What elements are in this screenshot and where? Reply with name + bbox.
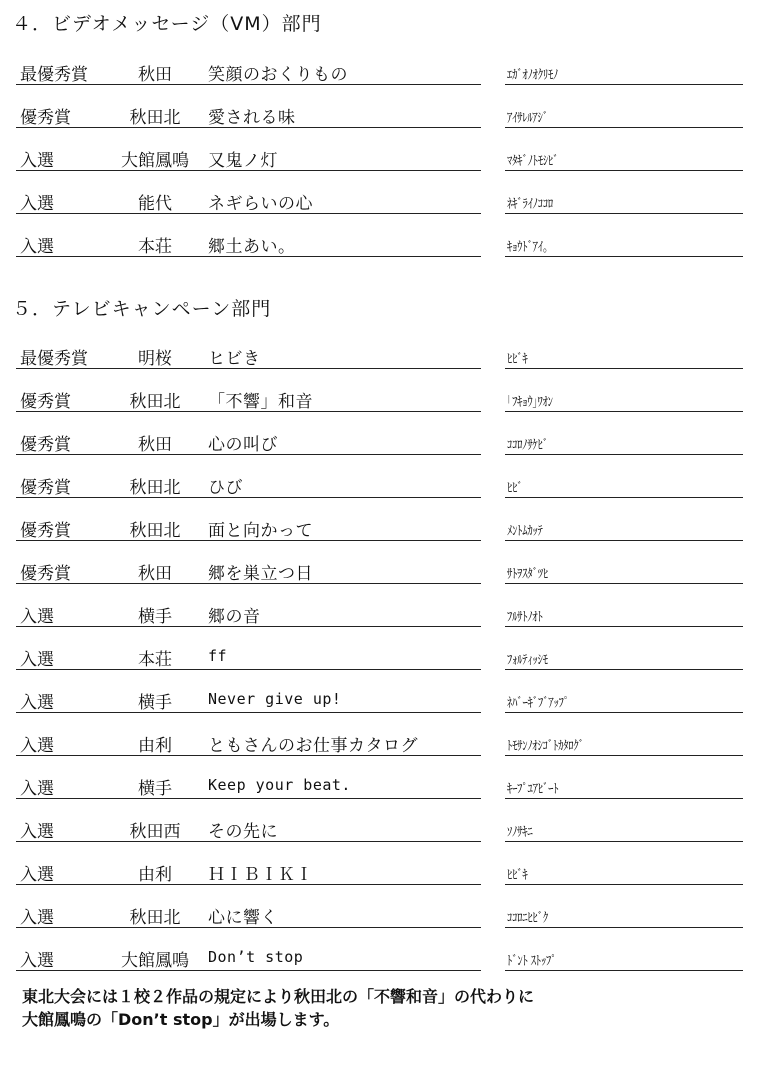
underline	[16, 411, 481, 412]
school-name: 明桜	[138, 349, 172, 369]
work-title: 郷を巣立つ日	[208, 564, 313, 584]
list-item	[0, 336, 783, 376]
work-title-kana: ｱｲｻﾚﾙｱｼﾞ	[507, 111, 548, 126]
school-name: 秋田	[138, 564, 172, 584]
award-label: 最優秀賞	[20, 349, 88, 369]
underline	[16, 256, 481, 257]
underline	[16, 540, 481, 541]
work-title: 郷土あい。	[208, 237, 296, 257]
school-name: 秋田	[138, 65, 172, 85]
work-title: 心に響く	[208, 908, 278, 928]
work-title-kana: ﾋﾋﾞ	[507, 481, 523, 496]
award-label: 入選	[20, 194, 54, 214]
work-title: ともさんのお仕事カタログ	[208, 736, 418, 756]
work-title: 面と向かって	[208, 521, 313, 541]
underline	[16, 927, 481, 928]
underline	[16, 170, 481, 171]
work-title: 郷の音	[208, 607, 261, 627]
underline	[16, 583, 481, 584]
school-name: 秋田	[138, 435, 172, 455]
underline	[16, 712, 481, 713]
footnote-line: 大館鳳鳴の「Don’t stop」が出場します。	[22, 1010, 340, 1029]
list-item	[0, 224, 783, 264]
school-name: 秋田北	[129, 392, 181, 412]
award-label: 入選	[20, 237, 54, 257]
list-item	[0, 379, 783, 419]
underline	[16, 368, 481, 369]
award-label: 優秀賞	[20, 108, 71, 128]
underline	[505, 213, 743, 214]
work-title-kana: ｻﾄｦｽﾀﾞﾂﾋ	[507, 567, 548, 582]
work-title-kana: ﾏﾀｷﾞﾉﾄﾓｼﾋﾞ	[507, 154, 559, 169]
school-name: 由利	[138, 865, 172, 885]
award-label: 入選	[20, 822, 54, 842]
school-name: 横手	[138, 779, 172, 799]
work-title-kana: ﾋﾋﾞｷ	[507, 352, 528, 367]
work-title: ネギらいの心	[208, 194, 313, 214]
work-title-kana: ｷｮｳﾄﾞｱｲ｡	[507, 240, 548, 255]
work-title-kana: ｴｶﾞｵﾉｵｸﾘﾓﾉ	[507, 68, 559, 83]
underline	[505, 454, 743, 455]
footnote-line: 東北大会には１校２作品の規定により秋田北の「不響和音」の代わりに	[22, 987, 535, 1006]
underline	[16, 970, 481, 971]
underline	[505, 841, 743, 842]
underline	[505, 84, 743, 85]
award-label: 入選	[20, 736, 54, 756]
school-name: 秋田北	[129, 108, 181, 128]
underline	[505, 970, 743, 971]
underline	[505, 927, 743, 928]
list-item	[0, 766, 783, 806]
underline	[16, 798, 481, 799]
work-title-kana: ﾒﾝﾄﾑｶｯﾃ	[507, 524, 543, 539]
underline	[16, 84, 481, 85]
work-title-kana: ｢ﾌｷｮｳ｣ﾜｵﾝ	[507, 395, 553, 410]
list-item	[0, 723, 783, 763]
award-label: 優秀賞	[20, 521, 71, 541]
work-title: ヒビき	[208, 349, 261, 369]
list-item	[0, 138, 783, 178]
underline	[16, 213, 481, 214]
work-title: 又鬼ノ灯	[208, 151, 278, 171]
award-label: 優秀賞	[20, 564, 71, 584]
award-label: 入選	[20, 607, 54, 627]
underline	[16, 127, 481, 128]
list-item	[0, 680, 783, 720]
work-title-kana: ｷｰﾌﾟﾕｱﾋﾞｰﾄ	[507, 782, 559, 797]
work-title: Keep your beat.	[208, 776, 351, 794]
award-label: 入選	[20, 865, 54, 885]
underline	[505, 884, 743, 885]
list-item	[0, 809, 783, 849]
underline	[16, 497, 481, 498]
underline	[16, 669, 481, 670]
award-label: 入選	[20, 693, 54, 713]
work-title: ＨＩＢＩＫＩ	[208, 865, 313, 885]
list-item	[0, 551, 783, 591]
underline	[505, 127, 743, 128]
list-item	[0, 594, 783, 634]
school-name: 秋田西	[129, 822, 181, 842]
list-item	[0, 465, 783, 505]
underline	[505, 497, 743, 498]
list-item	[0, 52, 783, 92]
work-title: 愛される味	[208, 108, 296, 128]
list-item	[0, 95, 783, 135]
work-title: 「不響」和音	[208, 392, 313, 412]
work-title-kana: ﾌﾙｻﾄﾉｵﾄ	[507, 610, 543, 625]
school-name: 横手	[138, 693, 172, 713]
section-4-title: ４．ビデオメッセージ（VM）部門	[12, 13, 322, 35]
school-name: 大館鳳鳴	[121, 151, 189, 171]
award-label: 優秀賞	[20, 392, 71, 412]
list-item	[0, 637, 783, 677]
work-title: その先に	[208, 822, 278, 842]
underline	[505, 626, 743, 627]
underline	[505, 170, 743, 171]
work-title-kana: ﾄﾞﾝﾄ ｽﾄｯﾌﾟ	[507, 954, 557, 969]
underline	[16, 755, 481, 756]
footnote	[22, 985, 534, 1031]
underline	[16, 626, 481, 627]
underline	[505, 798, 743, 799]
award-label: 入選	[20, 650, 54, 670]
underline	[505, 583, 743, 584]
school-name: 大館鳳鳴	[121, 951, 189, 971]
work-title: Never give up!	[208, 690, 342, 708]
underline	[505, 712, 743, 713]
underline	[505, 411, 743, 412]
underline	[16, 454, 481, 455]
work-title: Don’t stop	[208, 948, 304, 966]
work-title-kana: ﾈｷﾞﾗｲﾉｺｺﾛ	[507, 197, 554, 212]
school-name: 能代	[138, 194, 172, 214]
award-label: 優秀賞	[20, 478, 71, 498]
award-label: 優秀賞	[20, 435, 71, 455]
work-title-kana: ｿﾉｻｷﾆ	[507, 825, 533, 840]
list-item	[0, 508, 783, 548]
list-item	[0, 852, 783, 892]
award-label: 入選	[20, 908, 54, 928]
list-item	[0, 938, 783, 978]
underline	[16, 884, 481, 885]
school-name: 秋田北	[129, 521, 181, 541]
school-name: 本荘	[138, 650, 172, 670]
underline	[505, 540, 743, 541]
school-name: 横手	[138, 607, 172, 627]
school-name: 秋田北	[129, 908, 181, 928]
award-label: 入選	[20, 151, 54, 171]
work-title: 笑顔のおくりもの	[208, 65, 348, 85]
list-item	[0, 422, 783, 462]
work-title-kana: ﾈﾊﾞｰｷﾞﾌﾞｱｯﾌﾟ	[507, 696, 569, 711]
school-name: 由利	[138, 736, 172, 756]
school-name: 秋田北	[129, 478, 181, 498]
work-title: ff	[208, 647, 228, 665]
work-title-kana: ﾌｫﾙﾃｨｯｼﾓ	[507, 653, 548, 668]
underline	[505, 256, 743, 257]
award-label: 入選	[20, 779, 54, 799]
award-label: 最優秀賞	[20, 65, 88, 85]
work-title: ひび	[208, 478, 243, 498]
school-name: 本荘	[138, 237, 172, 257]
work-title-kana: ﾋﾋﾞｷ	[507, 868, 528, 883]
work-title-kana: ｺｺﾛﾉｻｹﾋﾞ	[507, 438, 548, 453]
work-title-kana: ﾄﾓｻﾝﾉｵｼｺﾞﾄｶﾀﾛｸﾞ	[507, 739, 584, 754]
work-title-kana: ｺｺﾛﾆﾋﾋﾞｸ	[507, 911, 548, 926]
work-title: 心の叫び	[208, 435, 278, 455]
section-5-title: ５．テレビキャンペーン部門	[12, 298, 272, 320]
underline	[505, 669, 743, 670]
list-item	[0, 895, 783, 935]
list-item	[0, 181, 783, 221]
underline	[505, 368, 743, 369]
underline	[505, 755, 743, 756]
award-label: 入選	[20, 951, 54, 971]
underline	[16, 841, 481, 842]
